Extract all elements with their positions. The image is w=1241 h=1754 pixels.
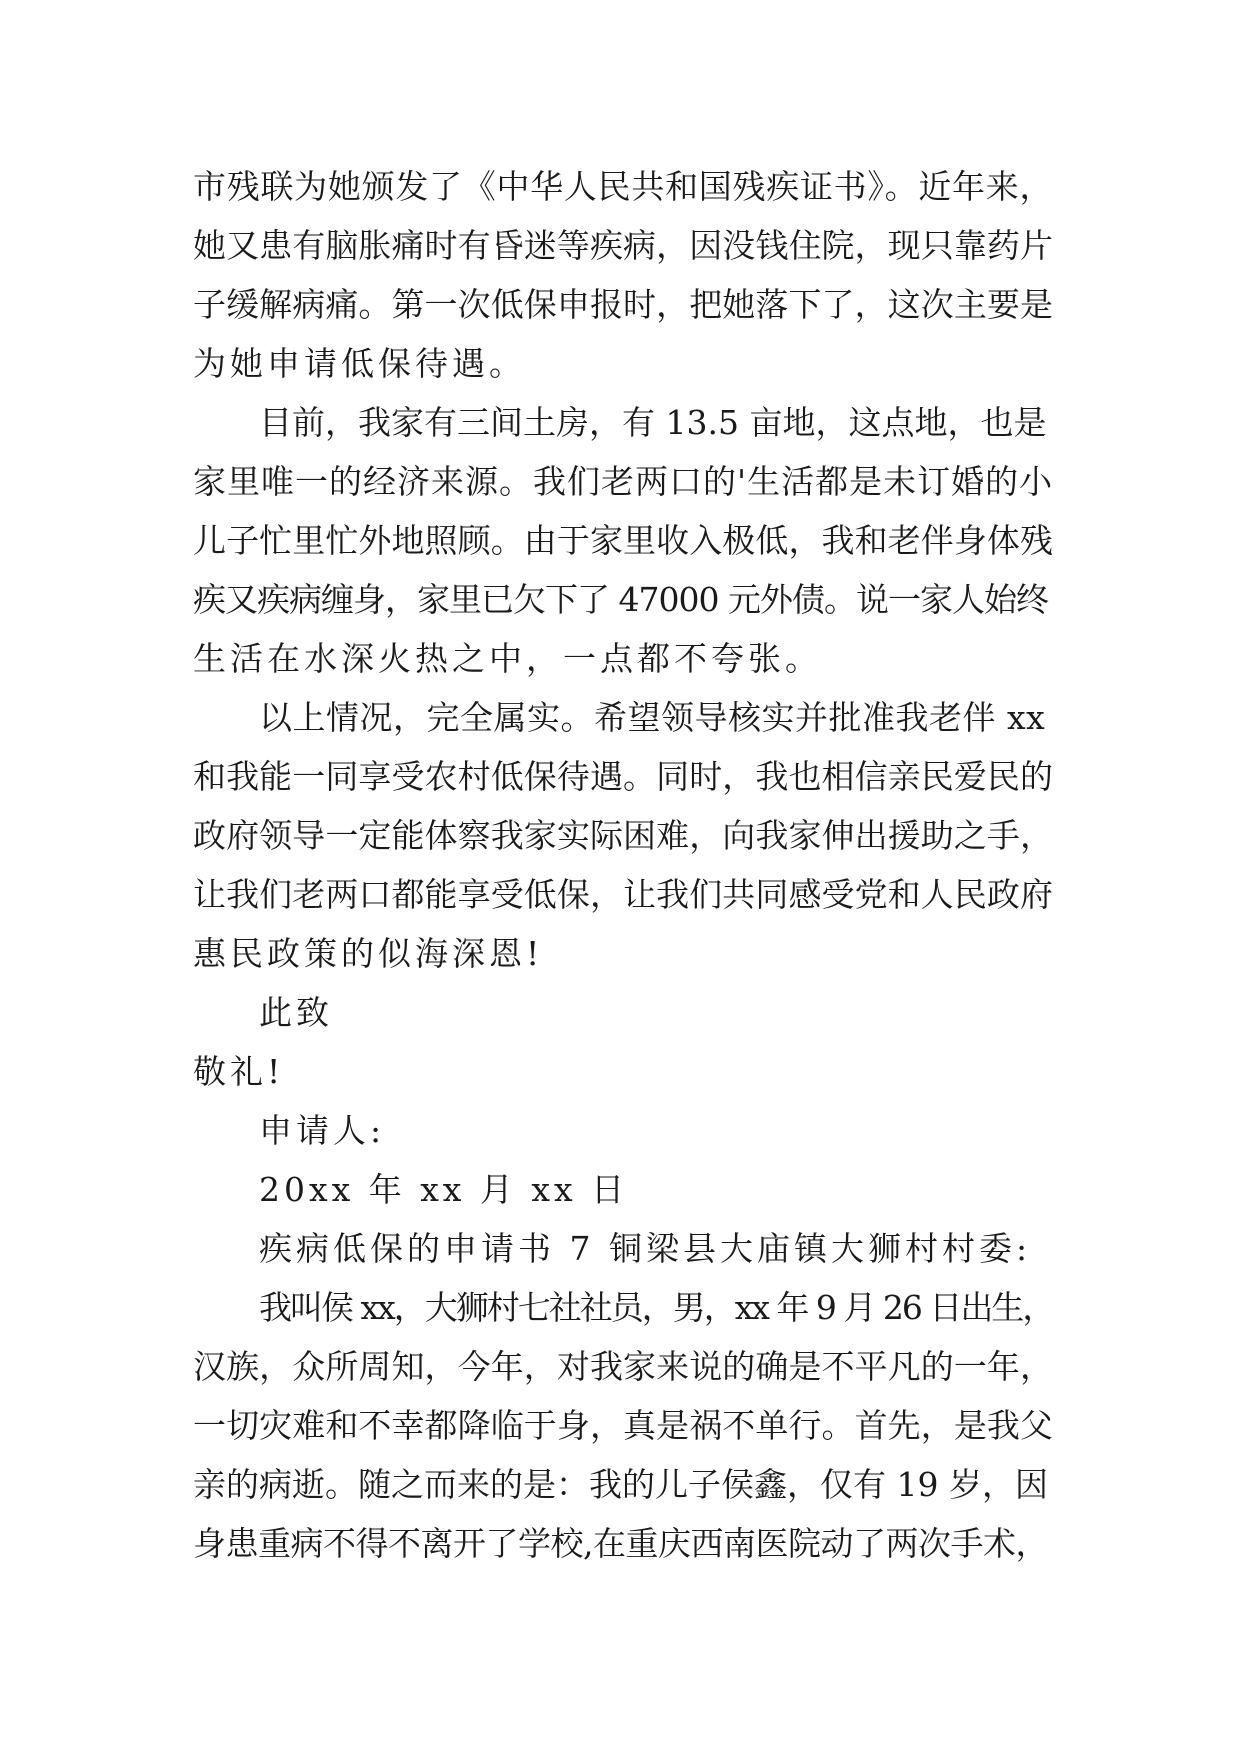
text-line: 和我能一同享受农村低保待遇。同时，我也相信亲民爱民的: [193, 757, 1053, 796]
document-body: [193, 157, 1053, 1573]
text-line: 她又患有脑胀痛时有昏迷等疾病，因没钱住院，现只靠药片: [193, 226, 1053, 265]
text-line: 一切灾难和不幸都降临于身，真是祸不单行。首先，是我父: [193, 1406, 1053, 1445]
text-line: 家里唯一的经济来源。我们老两口的'生活都是未订婚的小: [193, 462, 1054, 501]
paragraph-start-line: 目前，我家有三间土房，有 13.5 亩地，这点地，也是: [259, 403, 1047, 442]
text-line: 汉族，众所周知，今年，对我家来说的确是不平凡的一年，: [193, 1347, 1053, 1386]
text-line: 惠民政策的似海深恩!: [193, 934, 544, 973]
section-heading: 疾病低保的申请书 7 铜梁县大庙镇大狮村村委:: [259, 1229, 1032, 1268]
text-line: 儿子忙里忙外地照顾。由于家里收入极低，我和老伴身体残: [193, 521, 1053, 560]
text-line: 为她申请低保待遇。: [193, 344, 526, 383]
closing-regards: 敬礼!: [193, 1052, 285, 1091]
paragraph-start-line: 我叫侯 xx，大狮村七社社员，男，xx 年 9 月 26 日出生，: [259, 1288, 1054, 1327]
text-line: 子缓解病痛。第一次低保申报时，把她落下了，这次主要是: [193, 285, 1053, 324]
text-line: 政府领导一定能体察我家实际困难，向我家伸出援助之手，: [193, 816, 1053, 855]
text-line: 生活在水深火热之中，一点都不夸张。: [193, 639, 822, 678]
text-line: 疾又疾病缠身，家里已欠下了 47000 元外债。说一家人始终: [193, 580, 1048, 619]
date-line: 20xx 年 xx 月 xx 日: [259, 1170, 629, 1209]
applicant-label: 申请人:: [259, 1111, 386, 1150]
text-line: 市残联为她颁发了《中华人民共和国残疾证书》。近年来，: [193, 167, 1053, 206]
closing-salutation: 此致: [259, 993, 333, 1032]
text-line: 身患重病不得不离开了学校,在重庆西南医院动了两次手术，: [193, 1524, 1048, 1563]
text-line: 让我们老两口都能享受低保，让我们共同感受党和人民政府: [193, 875, 1053, 914]
text-line: 亲的病逝。随之而来的是：我的儿子侯鑫，仅有 19 岁，因: [193, 1465, 1048, 1504]
paragraph-start-line: 以上情况，完全属实。希望领导核实并批准我老伴 xx: [259, 698, 1046, 737]
